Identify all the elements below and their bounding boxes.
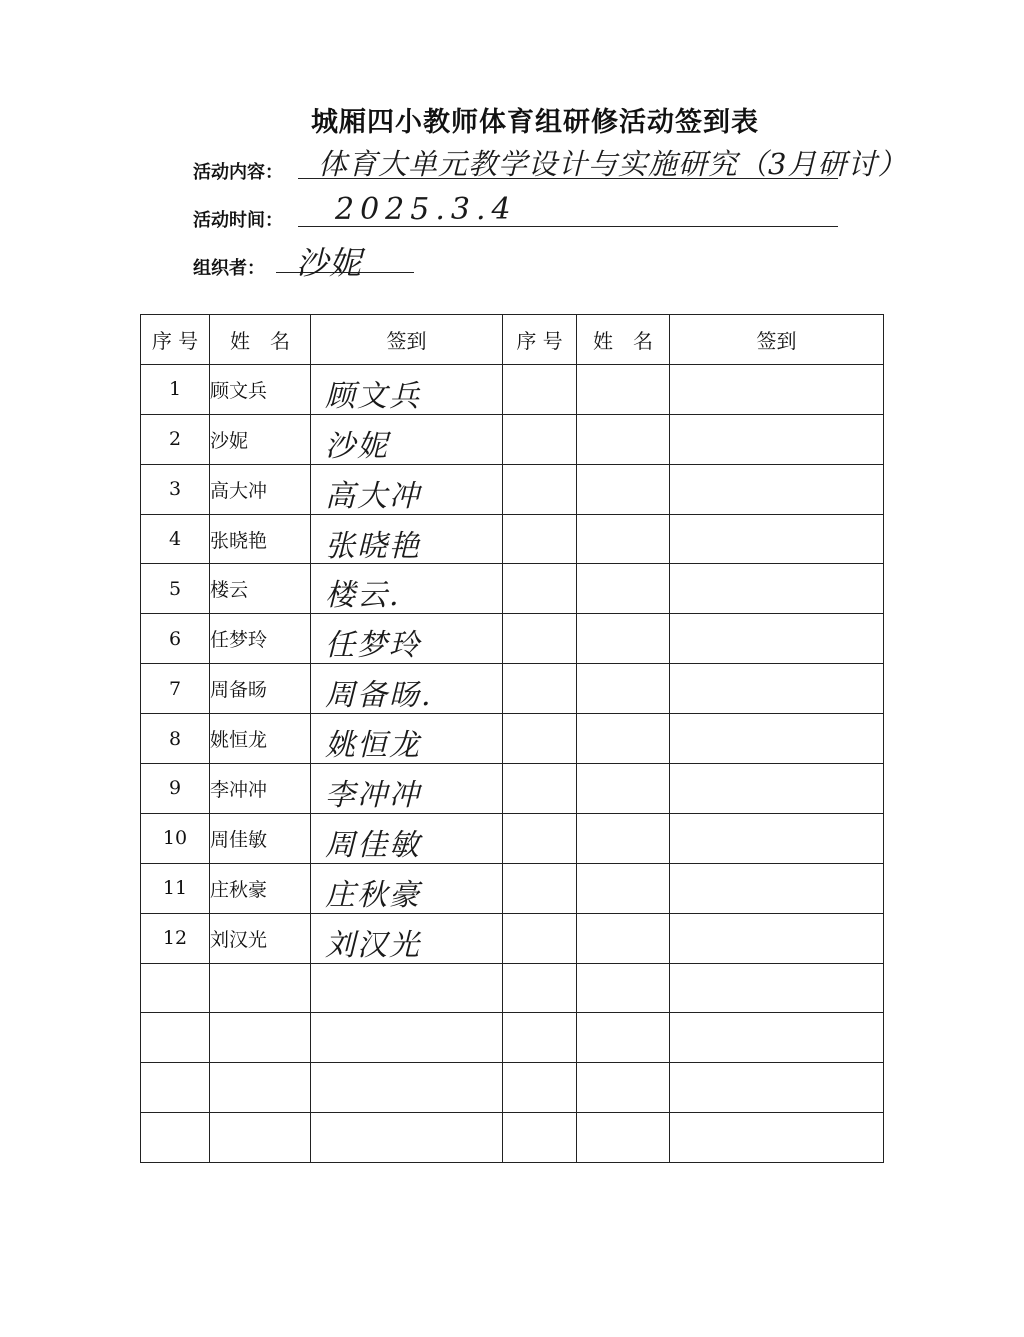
row-name-cell: 李冲冲 [210, 764, 311, 814]
row-name-cell-right [577, 963, 670, 1013]
row-number-cell: 4 [141, 514, 210, 564]
header-seq-right: 序 号 [503, 315, 577, 365]
row-name-cell [210, 1113, 311, 1163]
header-sign-right: 签到 [670, 315, 884, 365]
handwritten-signature: 高大冲 [325, 478, 421, 514]
row-number-cell-right [503, 414, 577, 464]
table-row [141, 913, 884, 963]
row-name-cell: 张晓艳 [210, 514, 311, 564]
row-signature-cell-right [670, 764, 884, 814]
table-row [141, 464, 884, 514]
row-name-cell-right [577, 664, 670, 714]
header-sign-left: 签到 [311, 315, 503, 365]
row-signature-cell [311, 963, 503, 1013]
page-title: 城厢四小教师体育组研修活动签到表 [311, 107, 759, 138]
row-signature-cell [311, 913, 503, 963]
row-name-cell: 任梦玲 [210, 614, 311, 664]
row-number-cell: 10 [141, 813, 210, 863]
row-number-cell-right [503, 564, 577, 614]
table-row [141, 764, 884, 814]
row-signature-cell-right [670, 963, 884, 1013]
row-number-cell-right [503, 614, 577, 664]
row-name-cell: 庄秋豪 [210, 863, 311, 913]
row-signature-cell [311, 514, 503, 564]
handwritten-signature: 周备旸. [325, 678, 433, 714]
row-signature-cell-right [670, 614, 884, 664]
row-name-cell: 姚恒龙 [210, 714, 311, 764]
row-signature-cell-right [670, 1063, 884, 1113]
row-number-cell-right [503, 764, 577, 814]
row-signature-cell-right [670, 514, 884, 564]
row-signature-cell-right [670, 913, 884, 963]
row-name-cell [210, 1063, 311, 1113]
row-number-cell-right [503, 913, 577, 963]
row-number-cell: 6 [141, 614, 210, 664]
organizer-label: 组织者： [193, 258, 265, 279]
table-row [141, 364, 884, 414]
row-signature-cell-right [670, 564, 884, 614]
handwritten-signature: 李冲冲 [325, 778, 421, 814]
row-name-cell-right [577, 714, 670, 764]
table-row [141, 614, 884, 664]
row-name-cell-right [577, 1113, 670, 1163]
sign-in-table [140, 314, 884, 1163]
organizer-value: 沙妮 [296, 244, 363, 282]
table-row [141, 664, 884, 714]
handwritten-signature: 刘汉光 [325, 927, 421, 963]
row-number-cell-right [503, 863, 577, 913]
row-number-cell [141, 1063, 210, 1113]
header-name-right: 姓 名 [577, 315, 670, 365]
table-row [141, 963, 884, 1013]
row-number-cell: 2 [141, 414, 210, 464]
row-number-cell: 3 [141, 464, 210, 514]
row-signature-cell [311, 664, 503, 714]
row-number-cell: 8 [141, 714, 210, 764]
activity-content-value: 体育大单元教学设计与实施研究（3月研讨） [318, 147, 908, 181]
row-signature-cell [311, 414, 503, 464]
row-signature-cell-right [670, 1113, 884, 1163]
row-signature-cell-right [670, 664, 884, 714]
handwritten-signature: 沙妮 [325, 428, 389, 464]
row-signature-cell [311, 863, 503, 913]
row-signature-cell [311, 714, 503, 764]
row-signature-cell [311, 813, 503, 863]
table-header-row [141, 315, 884, 365]
row-signature-cell [311, 464, 503, 514]
row-name-cell-right [577, 863, 670, 913]
activity-time-label: 活动时间： [193, 210, 283, 231]
row-name-cell: 沙妮 [210, 414, 311, 464]
row-name-cell-right [577, 364, 670, 414]
row-number-cell [141, 1113, 210, 1163]
row-name-cell: 高大冲 [210, 464, 311, 514]
row-name-cell: 刘汉光 [210, 913, 311, 963]
row-signature-cell-right [670, 1013, 884, 1063]
table-row [141, 813, 884, 863]
row-name-cell-right [577, 1013, 670, 1063]
row-name-cell [210, 963, 311, 1013]
row-name-cell [210, 1013, 311, 1063]
row-number-cell: 11 [141, 863, 210, 913]
row-signature-cell [311, 364, 503, 414]
row-name-cell-right [577, 764, 670, 814]
row-number-cell-right [503, 514, 577, 564]
header-name-left: 姓 名 [210, 315, 311, 365]
row-number-cell-right [503, 1063, 577, 1113]
handwritten-signature: 张晓艳 [325, 528, 421, 564]
handwritten-signature: 任梦玲 [325, 628, 421, 664]
row-signature-cell [311, 764, 503, 814]
row-number-cell-right [503, 963, 577, 1013]
activity-time-value: 2025.3.4 [335, 192, 517, 227]
row-signature-cell-right [670, 364, 884, 414]
row-number-cell-right [503, 364, 577, 414]
handwritten-signature: 顾文兵 [325, 378, 421, 414]
row-signature-cell-right [670, 813, 884, 863]
row-name-cell: 楼云 [210, 564, 311, 614]
row-signature-cell [311, 1013, 503, 1063]
row-name-cell-right [577, 1063, 670, 1113]
table-row [141, 414, 884, 464]
row-name-cell-right [577, 813, 670, 863]
row-number-cell-right [503, 714, 577, 764]
table-row [141, 863, 884, 913]
row-name-cell-right [577, 614, 670, 664]
table-row [141, 714, 884, 764]
row-number-cell-right [503, 1013, 577, 1063]
handwritten-signature: 周佳敏 [325, 827, 421, 863]
table-row [141, 1063, 884, 1113]
row-number-cell [141, 963, 210, 1013]
row-name-cell-right [577, 564, 670, 614]
activity-content-label: 活动内容： [193, 162, 283, 183]
row-signature-cell [311, 1113, 503, 1163]
row-name-cell: 周备旸 [210, 664, 311, 714]
row-name-cell-right [577, 464, 670, 514]
row-number-cell: 7 [141, 664, 210, 714]
handwritten-signature: 姚恒龙 [325, 728, 421, 764]
row-signature-cell-right [670, 414, 884, 464]
table-row [141, 564, 884, 614]
row-signature-cell-right [670, 863, 884, 913]
row-signature-cell [311, 1063, 503, 1113]
row-signature-cell [311, 614, 503, 664]
row-number-cell-right [503, 1113, 577, 1163]
row-name-cell: 顾文兵 [210, 364, 311, 414]
row-name-cell-right [577, 514, 670, 564]
row-number-cell [141, 1013, 210, 1063]
row-name-cell: 周佳敏 [210, 813, 311, 863]
table-row [141, 1113, 884, 1163]
row-number-cell: 9 [141, 764, 210, 814]
row-number-cell: 5 [141, 564, 210, 614]
handwritten-signature: 楼云. [325, 578, 401, 614]
row-signature-cell-right [670, 714, 884, 764]
row-signature-cell-right [670, 464, 884, 514]
row-number-cell: 12 [141, 913, 210, 963]
row-number-cell: 1 [141, 364, 210, 414]
row-name-cell-right [577, 414, 670, 464]
row-number-cell-right [503, 664, 577, 714]
table-row [141, 514, 884, 564]
header-seq-left: 序 号 [141, 315, 210, 365]
row-number-cell-right [503, 464, 577, 514]
row-name-cell-right [577, 913, 670, 963]
table-row [141, 1013, 884, 1063]
row-signature-cell [311, 564, 503, 614]
handwritten-signature: 庄秋豪 [325, 877, 421, 913]
row-number-cell-right [503, 813, 577, 863]
